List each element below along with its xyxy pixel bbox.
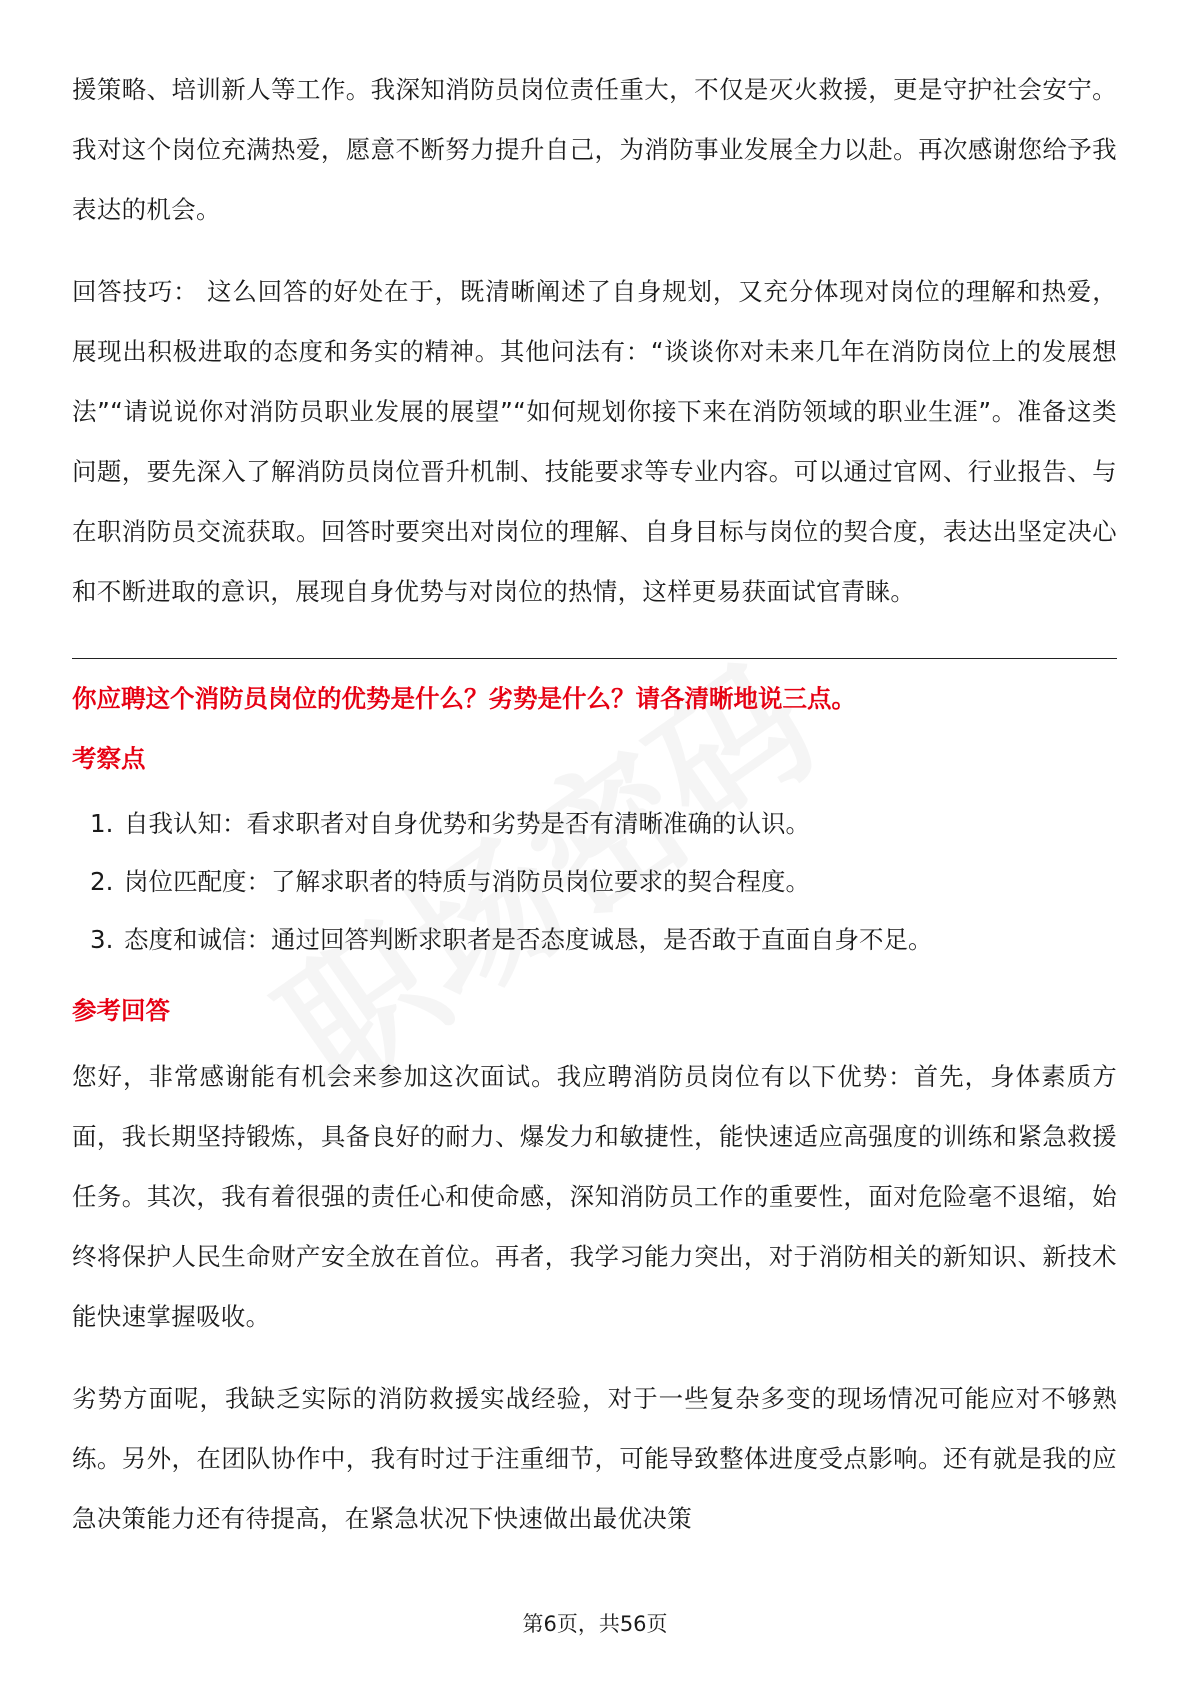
list-item-number: 1. [90,809,114,838]
intro-paragraph: 援策略、培训新人等工作。我深知消防员岗位责任重大，不仅是灭火救援，更是守护社会安宁。我对这个岗位充满热爱，愿意不断努力提升自己，为消防事业发展全力以赴。再次感谢您给予我表达的机会。 [72,75,1117,224]
list-item [72,911,1117,969]
list-item-text: 态度和诚信：通过回答判断求职者是否态度诚恳，是否敢于直面自身不足。 [124,925,933,954]
list-item-text: 岗位匹配度：了解求职者的特质与消防员岗位要求的契合程度。 [124,867,810,896]
list-item [72,795,1117,853]
list-item [72,853,1117,911]
page-number: 第6页，共56页 [522,1612,668,1636]
question-heading: 你应聘这个消防员岗位的优势是什么？劣势是什么？请各清晰地说三点。 [72,684,856,713]
list-item-number: 2. [90,867,114,896]
list-item-text: 自我认知：看求职者对自身优势和劣势是否有清晰准确的认识。 [124,809,810,838]
answer-paragraph-strengths: 您好，非常感谢能有机会来参加这次面试。我应聘消防员岗位有以下优势：首先，身体素质方面，我长期坚持锻炼，具备良好的耐力、爆发力和敏捷性，能快速适应高强度的训练和紧急救援任务。其次，我有着很强的责任心和使命感，深知消防员工作的重要性，面对危险毫不退缩，始终将保护人民生命财产安全放在首位。再者，我学习能力突出，对于消防相关的新知识、新技术能快速掌握吸收。 [72,1062,1117,1331]
answer-tip-paragraph: 回答技巧： 这么回答的好处在于，既清晰阐述了自身规划，又充分体现对岗位的理解和热爱，展现出积极进取的态度和务实的精神。其他问法有：“谈谈你对未来几年在消防岗位上的发展想法”“请说说你对消防员职业发展的展望”“如何规划你接下来在消防领域的职业生涯”。准备这类问题，要先深入了解消防员岗位晋升机制、技能要求等专业内容。可以通过官网、行业报告、与在职消防员交流获取。回答时要突出对岗位的理解、自身目标与岗位的契合度，表达出坚定决心和不断进取的意识，展现自身优势与对岗位的热情，这样更易获面试官青睐。 [72,277,1117,606]
inspection-points-title: 考察点 [72,744,146,773]
inspection-points-list [72,795,1117,969]
answer-paragraph-weaknesses: 劣势方面呢，我缺乏实际的消防救援实战经验，对于一些复杂多变的现场情况可能应对不够熟练。另外，在团队协作中，我有时过于注重细节，可能导致整体进度受点影响。还有就是我的应急决策能力还有待提高，在紧急状况下快速做出最优决策 [72,1384,1117,1533]
section-divider [72,658,1117,659]
list-item-number: 3. [90,925,114,954]
document-page [72,60,1117,1571]
reference-answer-title: 参考回答 [72,996,170,1025]
